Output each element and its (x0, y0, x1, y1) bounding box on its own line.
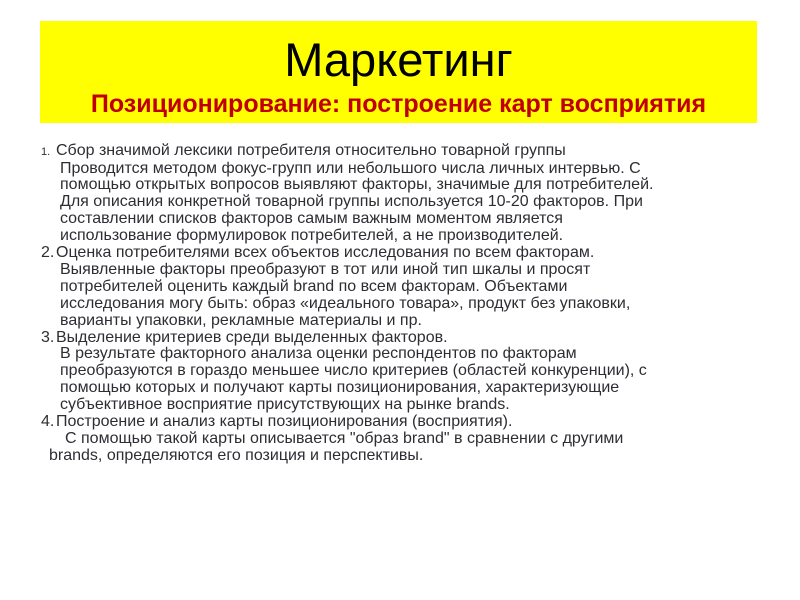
list-line: Выявленные факторы преобразуют в тот или иной тип шкалы и просят (60, 260, 591, 278)
list-line: варианты упаковки, рекламные материалы и пр. (60, 311, 422, 329)
list-line: brands, определяются его позиция и перспективы. (49, 446, 424, 464)
item-number: 1. (41, 145, 51, 158)
list-line: потребителей оценить каждый brand по всем факторам. Объектами (60, 277, 568, 295)
item-number: 3. (41, 328, 55, 346)
item-number: 2. (41, 244, 55, 262)
line-text: Построение и анализ карты позиционирования (восприятия). (56, 413, 513, 431)
list-item (0, 143, 800, 245)
line-text: Оценка потребителями всех объектов исследования по всем факторам. (56, 244, 595, 262)
list-line: Проводится методом фокус-групп или небольшого числа личных интервью. С (60, 159, 641, 177)
slide-header-box (40, 21, 757, 123)
list-line: использование формулировок потребителей, а не производителей. (60, 227, 564, 245)
list-line (0, 330, 800, 347)
list-item (0, 414, 800, 465)
list-line: В результате факторного анализа оценки респондентов по факторам (60, 345, 577, 363)
slide-subtitle: Позиционирование: построение карт восприятия (90, 90, 707, 118)
list-line: преобразуются в гораздо меньшее число критериев (областей конкуренции), с (60, 362, 647, 380)
list-line: составлении списков факторов самым важным моментом является (60, 210, 563, 228)
list-item (0, 330, 800, 415)
list-line: помощью которых и получают карты позиционирования, характеризующие (60, 379, 620, 397)
list-line: субъективное восприятие присутствующих на рынке brands. (60, 396, 510, 414)
item-number: 4. (41, 413, 55, 431)
list-line: С помощью такой карты описывается "образ brand" в сравнении с другими (65, 430, 624, 447)
slide-title: Маркетинг (284, 33, 513, 86)
line-text: Сбор значимой лексики потребителя относительно товарной группы (56, 141, 566, 159)
list-line: Для описания конкретной товарной группы используется 10-20 факторов. При (60, 193, 643, 211)
list-line: помощью открытых вопросов выявляют факторы, значимые для потребителей. (60, 176, 654, 194)
slide-body (0, 143, 800, 465)
list-item (0, 245, 800, 330)
list-line: исследования могу быть: образ «идеального товара», продукт без упаковки, (60, 294, 631, 312)
list-line (0, 245, 800, 262)
line-text: Выделение критериев среди выделенных факторов. (56, 328, 448, 346)
list-line (0, 143, 800, 161)
list-line (0, 414, 800, 431)
